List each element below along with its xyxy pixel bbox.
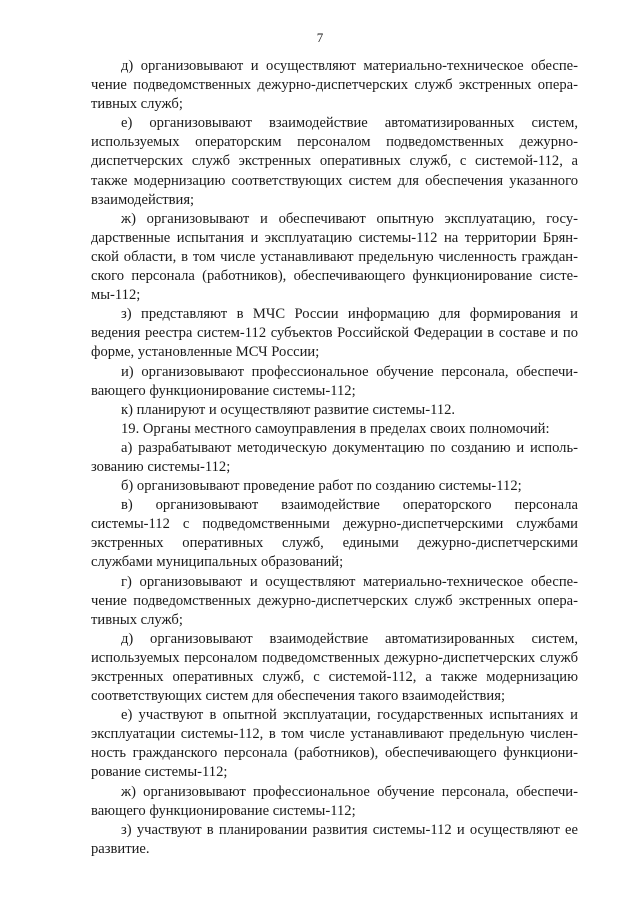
paragraph-g-local-material-support: г) организовывают и осуществляют материально-техническое обеспечение подведомственных дежурно-диспетчерских служб экстренных оперативных служб; bbox=[91, 573, 578, 628]
paragraph-a-methodology: а) разрабатывают методическую документацию по созданию и использованию системы-112; bbox=[91, 439, 578, 475]
paragraph-z-registry-information: з) представляют в МЧС России информацию для формирования и ведения реестра систем-112 субъектов Российской Федерации в составе и по форме, установленные МСЧ России; bbox=[91, 306, 578, 361]
paragraph-d-local-interaction: д) организовывают взаимодействие автоматизированных систем, используемых персоналом подведомственных дежурно-диспетчерских служб экстренных оперативных служб, с системой-112, а также модернизацию соответствующих систем для обеспечения такого взаимодействия; bbox=[91, 630, 578, 705]
paragraph-i-regional-training: и) организовывают профессиональное обучение персонала, обеспечивающего функционирование системы-112; bbox=[91, 363, 578, 399]
paragraph-k-regional-development: к) планируют и осуществляют развитие системы-112. bbox=[121, 401, 456, 418]
paragraph-b-creation-works: б) организовывают проведение работ по созданию системы-112; bbox=[121, 478, 522, 495]
paragraph-e-local-trial-operation: е) участвуют в опытной эксплуатации, государственных испытаниях и эксплуатации системы-112, в том числе устанавливают предельную численность гражданского персонала (работников), обеспечивающего функционирование системы-112; bbox=[91, 707, 578, 781]
paragraph-z-local-development: з) участвуют в планировании развития системы-112 и осуществляют ее развитие. bbox=[91, 821, 578, 857]
paragraph-e-regional-interaction: е) организовывают взаимодействие автоматизированных систем, используемых операторским персоналом подведомственных дежурно-диспетчерских служб экстренных оперативных служб, с системой-112, а также модернизацию соответствующих систем для обеспечения указанного взаимодействия; bbox=[91, 115, 578, 208]
paragraph-zh-regional-trial-operation: ж) организовывают и обеспечивают опытную эксплуатацию, государственные испытания и эксплуатацию системы-112 на территории Брянской области, в том числе устанавливают предельную численность гражданского персонала (работников), обеспечивающего функционирование системы-112; bbox=[91, 210, 578, 304]
paragraph-zh-local-training: ж) организовывают профессиональное обучение персонала, обеспечивающего функционирование системы-112; bbox=[91, 783, 578, 819]
document-body bbox=[91, 57, 578, 859]
section-19-heading: 19. Органы местного самоуправления в пределах своих полномочий: bbox=[121, 420, 550, 437]
page-number: 7 bbox=[316, 30, 324, 45]
paragraph-v-operator-interaction: в) организовывают взаимодействие операторского персонала системы-112 с подведомственными дежурно-диспетчерскими службами экстренных оперативных служб, едиными дежурно-диспетчерскими службами муниципальных образований; bbox=[91, 497, 578, 571]
paragraph-d-regional-material-support: д) организовывают и осуществляют материально-техническое обеспечение подведомственных дежурно-диспетчерских служб экстренных оперативных служб; bbox=[91, 58, 578, 113]
